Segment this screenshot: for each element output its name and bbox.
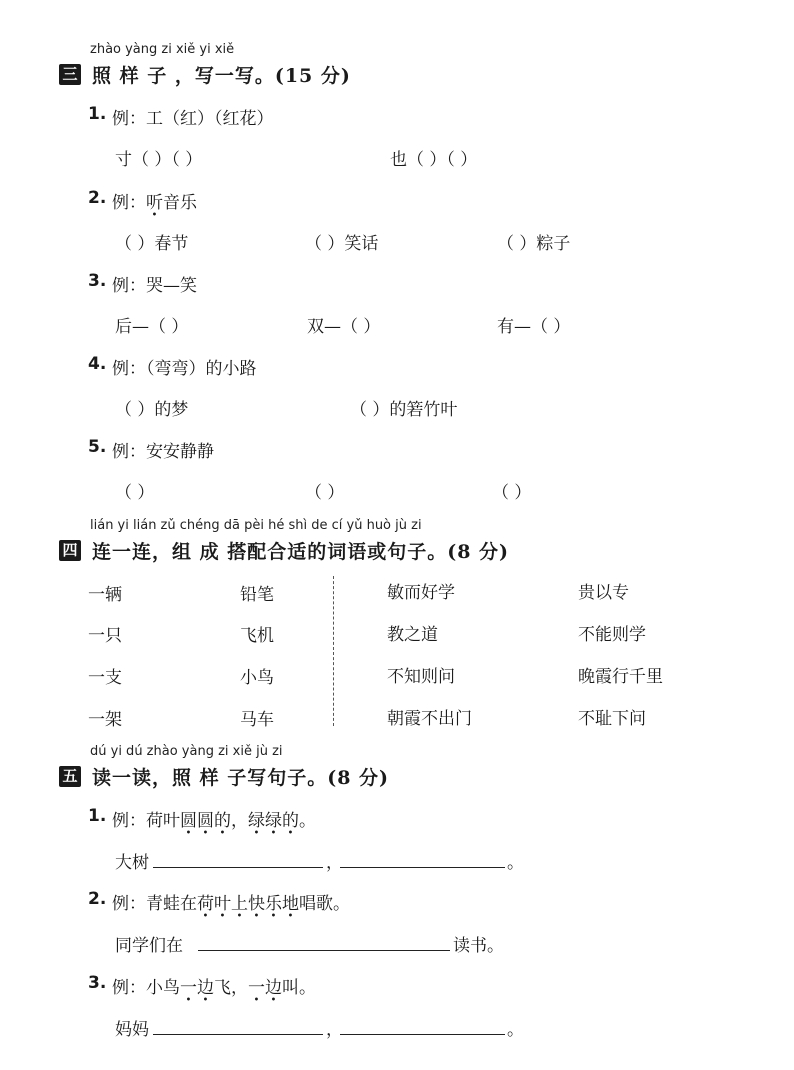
dotted-char: 叶	[214, 894, 231, 914]
example-end: 唱歌。	[299, 894, 350, 914]
s4-col1-item3[interactable]: 一支	[88, 668, 122, 688]
s3-item5-answer-1[interactable]: （ ）	[115, 483, 155, 503]
section3-badge: 三	[59, 64, 81, 85]
s5-item1-end: 。	[507, 853, 524, 873]
s3-item3-answer-1[interactable]: 后—（ ）	[115, 317, 189, 337]
example-rest: 音乐	[163, 193, 197, 213]
dotted-char: 听	[146, 193, 163, 213]
s5-item3-comma: ，	[326, 1020, 343, 1040]
dotted-char: 绿	[248, 811, 265, 831]
section5-badge: 五	[59, 766, 81, 787]
s3-item5-number: 5.	[88, 437, 107, 457]
s4-col2-item2[interactable]: 飞机	[240, 626, 274, 646]
s4-col3-item1[interactable]: 敏而好学	[387, 583, 455, 603]
s5-item1-number: 1.	[88, 806, 107, 826]
dotted-char: 上	[231, 894, 248, 914]
s3-item1-number: 1.	[88, 104, 107, 124]
section3-pinyin: zhào yàng zi xiě yi xiě	[90, 42, 235, 57]
example-mid: 飞，	[214, 978, 248, 998]
s3-item5-answer-2[interactable]: （ ）	[305, 483, 345, 503]
s4-col1-item1[interactable]: 一辆	[88, 585, 122, 605]
s4-col2-item4[interactable]: 马车	[240, 710, 274, 730]
dotted-char: 乐	[265, 894, 282, 914]
example-end: 叫。	[282, 978, 316, 998]
dotted-char: 地	[282, 894, 299, 914]
s4-col4-item4[interactable]: 不耻下问	[578, 709, 646, 729]
s5-item1-example	[112, 806, 316, 831]
s3-item2-answer-3[interactable]: （ ）粽子	[497, 234, 571, 254]
dotted-char: 一	[248, 978, 265, 998]
s4-col3-item3[interactable]: 不知则问	[387, 667, 455, 687]
example-end: 。	[299, 811, 316, 831]
dotted-char: 的	[282, 811, 299, 831]
s3-item1-answer-1[interactable]: 寸（ ）（ ）	[115, 150, 203, 170]
section4-pinyin: lián yi lián zǔ chéng dā pèi hé shì de cí yǔ huò jù zi	[90, 518, 422, 533]
s4-col1-item4[interactable]: 一架	[88, 710, 122, 730]
s3-item1-answer-2[interactable]: 也（ ）（ ）	[390, 150, 478, 170]
s4-col3-item4[interactable]: 朝霞不出门	[387, 709, 472, 729]
example-prefix: 例：小鸟	[112, 978, 180, 998]
example-mid: ，	[231, 811, 248, 831]
s3-item2-number: 2.	[88, 188, 107, 208]
s3-item3-number: 3.	[88, 271, 107, 291]
example-prefix: 例：	[112, 193, 146, 213]
s3-item2-example	[112, 188, 197, 213]
s5-item3-blank-1[interactable]	[153, 1034, 323, 1035]
s3-item2-answer-1[interactable]: （ ）春节	[115, 234, 189, 254]
section4-badge: 四	[59, 540, 81, 561]
dotted-char: 边	[197, 978, 214, 998]
s5-item1-blank-2[interactable]	[340, 867, 505, 868]
dotted-char: 快	[248, 894, 265, 914]
section5-title: 读一读，照 样 子写句子。(8 分)	[92, 767, 390, 789]
s5-item2-end: 读书。	[453, 936, 504, 956]
dotted-char: 绿	[265, 811, 282, 831]
s3-item3-example: 例：哭—笑	[112, 276, 197, 296]
s3-item5-example: 例：安安静静	[112, 442, 214, 462]
s3-item4-answer-2[interactable]: （ ）的箬竹叶	[350, 400, 458, 420]
section3-title: 照 样 子 ，写一写。(15 分)	[92, 65, 351, 87]
s4-col3-item2[interactable]: 教之道	[387, 625, 438, 645]
column-divider	[333, 576, 334, 726]
s4-col4-item2[interactable]: 不能则学	[578, 625, 646, 645]
s5-item3-example	[112, 973, 316, 998]
section4-title: 连一连，组 成 搭配合适的词语或句子。(8 分)	[92, 541, 510, 563]
s5-item2-number: 2.	[88, 889, 107, 909]
s3-item3-answer-3[interactable]: 有—（ ）	[497, 317, 571, 337]
s3-item1-example: 例：工（红）（红花）	[112, 109, 274, 129]
s4-col1-item2[interactable]: 一只	[88, 626, 122, 646]
section5-pinyin: dú yi dú zhào yàng zi xiě jù zi	[90, 744, 283, 759]
s3-item3-answer-2[interactable]: 双—（ ）	[307, 317, 381, 337]
s3-item4-example: 例：（弯弯）的小路	[112, 359, 257, 379]
s4-col2-item1[interactable]: 铅笔	[240, 585, 274, 605]
s5-item2-start: 同学们在	[115, 936, 183, 956]
dotted-char: 荷	[197, 894, 214, 914]
s3-item4-answer-1[interactable]: （ ）的梦	[115, 400, 189, 420]
example-prefix: 例：青蛙在	[112, 894, 197, 914]
dotted-char: 一	[180, 978, 197, 998]
dotted-char: 圆	[180, 811, 197, 831]
s3-item5-answer-3[interactable]: （ ）	[492, 483, 532, 503]
s5-item2-example	[112, 889, 350, 914]
s5-item1-start: 大树	[115, 853, 149, 873]
s4-col4-item1[interactable]: 贵以专	[578, 583, 629, 603]
s4-col4-item3[interactable]: 晚霞行千里	[578, 667, 663, 687]
s5-item3-start: 妈妈	[115, 1020, 149, 1040]
dotted-char: 圆	[197, 811, 214, 831]
s5-item1-comma: ，	[326, 853, 343, 873]
s3-item2-answer-2[interactable]: （ ）笑话	[305, 234, 379, 254]
s5-item3-number: 3.	[88, 973, 107, 993]
s5-item3-end: 。	[507, 1020, 524, 1040]
s5-item2-blank[interactable]	[198, 950, 450, 951]
s3-item4-number: 4.	[88, 354, 107, 374]
s5-item1-blank-1[interactable]	[153, 867, 323, 868]
example-prefix: 例：荷叶	[112, 811, 180, 831]
s5-item3-blank-2[interactable]	[340, 1034, 505, 1035]
s4-col2-item3[interactable]: 小鸟	[240, 668, 274, 688]
dotted-char: 的	[214, 811, 231, 831]
dotted-char: 边	[265, 978, 282, 998]
